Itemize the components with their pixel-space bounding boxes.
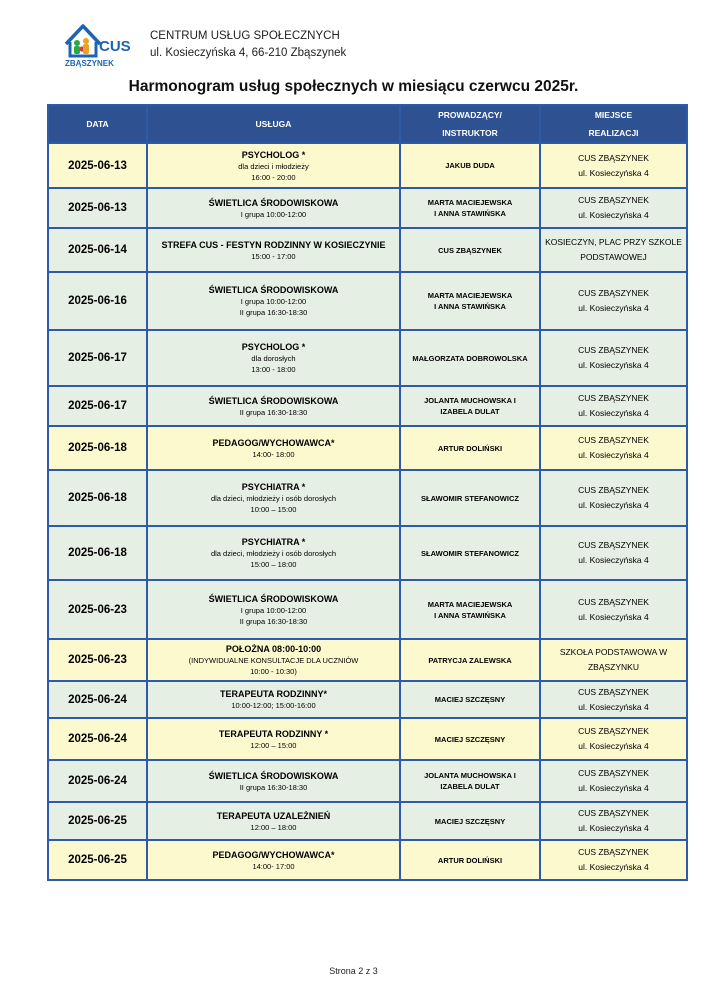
service-time: 15:00 – 18:00 (250, 560, 297, 569)
cell-service (147, 681, 400, 718)
page-title: Harmonogram usług społecznych w miesiącu czerwcu 2025r. (128, 78, 579, 95)
table-row (48, 470, 687, 526)
header-place-line2: REALIZACJI (588, 128, 639, 138)
service-title: PEDAGOG/WYCHOWAWCA* (212, 437, 335, 448)
cell-place (540, 681, 687, 718)
service-title: ŚWIETLICA ŚRODOWISKOWA (208, 395, 339, 406)
cell-date: 2025-06-13 (48, 188, 147, 228)
cell-instructor (400, 143, 540, 188)
logo-text: CUS (99, 38, 131, 55)
table-row (48, 143, 687, 188)
cell-place (540, 718, 687, 760)
service-detail: (INDYWIDUALNE KONSULTACJE DLA UCZNIÓW (188, 656, 359, 665)
document-header (62, 18, 662, 70)
service-time: 16:00 - 20:00 (251, 172, 296, 182)
cell-service (147, 272, 400, 330)
cell-service (147, 718, 400, 760)
cell-date: 2025-06-17 (48, 386, 147, 426)
place-line1: CUS ZBĄSZYNEK (578, 768, 649, 778)
cell-instructor (400, 718, 540, 760)
table-row (48, 681, 687, 718)
cell-instructor (400, 470, 540, 526)
cell-service (147, 760, 400, 802)
table-row (48, 426, 687, 470)
cell-place (540, 580, 687, 639)
place-line1: CUS ZBĄSZYNEK (578, 847, 649, 857)
cell-place (540, 272, 687, 330)
cell-place (540, 426, 687, 470)
cell-date: 2025-06-23 (48, 639, 147, 681)
table-body (48, 143, 687, 880)
cell-service (147, 386, 400, 426)
table-row (48, 639, 687, 681)
place-line1: CUS ZBĄSZYNEK (578, 808, 649, 818)
logo-subtext: ZBĄSZYNEK (65, 59, 114, 68)
place-line2: ul. Kosieczyńska 4 (578, 862, 649, 872)
service-detail: dla dzieci, młodzieży i osób dorosłych (210, 494, 337, 503)
place-line1: SZKOŁA PODSTAWOWA W (559, 647, 668, 657)
place-line2: ul. Kosieczyńska 4 (578, 360, 649, 370)
cell-service (147, 330, 400, 386)
cell-instructor (400, 526, 540, 580)
table-header-row (48, 105, 687, 143)
cell-service (147, 470, 400, 526)
table-row (48, 760, 687, 802)
place-line1: CUS ZBĄSZYNEK (578, 726, 649, 736)
instructor-line2: IZABELA DULAT (440, 407, 500, 416)
cell-service (147, 426, 400, 470)
page-number: Strona 2 z 3 (329, 966, 378, 976)
service-title: ŚWIETLICA ŚRODOWISKOWA (208, 593, 339, 604)
place-line1: CUS ZBĄSZYNEK (578, 540, 649, 550)
header-date: DATA (48, 105, 147, 143)
service-detail: II grupa 16:30-18:30 (239, 782, 308, 792)
header-instructor-line1: PROWADZĄCY/ (438, 110, 502, 120)
instructor-line1: MACIEJ SZCZĘSNY (434, 734, 506, 744)
cell-place (540, 470, 687, 526)
service-detail: 10:00-12:00; 15:00-16:00 (231, 701, 316, 710)
place-line1: CUS ZBĄSZYNEK (578, 596, 649, 607)
cell-place (540, 188, 687, 228)
cell-service (147, 802, 400, 840)
instructor-line1: MACIEJ SZCZĘSNY (434, 816, 506, 826)
instructor-line2: IZABELA DULAT (440, 782, 500, 791)
service-title: POŁOŻNA 08:00-10:00 (225, 644, 322, 654)
cell-service (147, 580, 400, 639)
service-title: ŚWIETLICA ŚRODOWISKOWA (208, 770, 339, 781)
cell-instructor (400, 580, 540, 639)
place-line2: ul. Kosieczyńska 4 (578, 408, 649, 418)
place-line2: ul. Kosieczyńska 4 (578, 303, 649, 313)
instructor-line1: CUS ZBĄSZYNEK (438, 245, 502, 255)
place-line2: ul. Kosieczyńska 4 (578, 783, 649, 793)
cell-date: 2025-06-18 (48, 470, 147, 526)
cell-instructor (400, 330, 540, 386)
cell-date: 2025-06-23 (48, 580, 147, 639)
cell-place (540, 143, 687, 188)
cell-instructor (400, 802, 540, 840)
organization-address: ul. Kosieczyńska 4, 66-210 Zbąszynek (150, 47, 347, 59)
place-line1: CUS ZBĄSZYNEK (578, 435, 649, 445)
place-line2: ul. Kosieczyńska 4 (578, 500, 649, 510)
place-line1: CUS ZBĄSZYNEK (578, 152, 649, 163)
cus-logo-icon (62, 18, 140, 68)
service-title: PSYCHOLOG * (241, 342, 306, 352)
cell-date: 2025-06-18 (48, 426, 147, 470)
header-instructor (400, 105, 540, 143)
place-line2: ul. Kosieczyńska 4 (578, 167, 649, 178)
place-line1: KOSIECZYN, PLAC PRZY SZKOLE (545, 237, 682, 247)
table-row (48, 802, 687, 840)
service-time: 10:00 – 15:00 (250, 505, 297, 514)
instructor-line1: JAKUB DUDA (445, 161, 495, 170)
header-place (540, 105, 687, 143)
place-line2: ul. Kosieczyńska 4 (578, 611, 649, 622)
instructor-line2: I ANNA STAWIŃSKA (434, 610, 506, 620)
cell-instructor (400, 272, 540, 330)
service-detail: I grupa 10:00-12:00 (240, 297, 307, 306)
service-title: TERAPEUTA RODZINNY* (219, 689, 327, 699)
table-row (48, 272, 687, 330)
cell-service (147, 840, 400, 880)
service-title: ŚWIETLICA ŚRODOWISKOWA (208, 197, 339, 208)
service-detail: 12:00 – 18:00 (250, 822, 297, 832)
service-time: 10:00 - 10:30) (250, 667, 297, 676)
instructor-line2: I ANNA STAWIŃSKA (434, 209, 506, 218)
place-line1: CUS ZBĄSZYNEK (578, 686, 649, 697)
cell-place (540, 228, 687, 272)
cell-place (540, 802, 687, 840)
service-detail: dla dorosłych (251, 354, 296, 363)
cell-service (147, 639, 400, 681)
table-row (48, 228, 687, 272)
service-detail: 14:00- 18:00 (252, 449, 295, 459)
table-row (48, 580, 687, 639)
table-row (48, 330, 687, 386)
service-time: 13:00 - 18:00 (251, 365, 296, 374)
table-row (48, 718, 687, 760)
cell-service (147, 143, 400, 188)
cell-instructor (400, 681, 540, 718)
instructor-line1: MARTA MACIEJEWSKA (427, 599, 513, 609)
cell-instructor (400, 840, 540, 880)
cell-service (147, 228, 400, 272)
cell-place (540, 330, 687, 386)
service-detail: dla dzieci, młodzieży i osób dorosłych (210, 549, 337, 558)
service-title: ŚWIETLICA ŚRODOWISKOWA (208, 285, 339, 295)
cell-instructor (400, 760, 540, 802)
cell-date: 2025-06-14 (48, 228, 147, 272)
service-detail: I grupa 10:00-12:00 (240, 209, 307, 219)
table-row (48, 526, 687, 580)
place-line2: ul. Kosieczyńska 4 (578, 701, 649, 712)
organization-info (150, 28, 346, 62)
cell-date: 2025-06-25 (48, 840, 147, 880)
place-line1: CUS ZBĄSZYNEK (578, 195, 649, 205)
instructor-line1: SŁAWOMIR STEFANOWICZ (421, 493, 519, 503)
place-line2: PODSTAWOWEJ (580, 252, 647, 262)
service-detail: 14:00- 17:00 (252, 861, 295, 871)
cell-place (540, 760, 687, 802)
cell-date: 2025-06-13 (48, 143, 147, 188)
cell-instructor (400, 188, 540, 228)
place-line1: CUS ZBĄSZYNEK (578, 345, 649, 355)
service-title: TERAPEUTA UZALEŻNIEŃ (216, 810, 331, 821)
instructor-line1: ARTUR DOLIŃSKI (437, 443, 503, 453)
cell-place (540, 526, 687, 580)
service-title: PSYCHIATRA * (241, 537, 306, 547)
place-line2: ul. Kosieczyńska 4 (578, 741, 649, 751)
place-line2: ZBĄSZYNKU (587, 662, 639, 672)
cell-service (147, 526, 400, 580)
service-detail: II grupa 16:30-18:30 (239, 407, 308, 417)
instructor-line1: MACIEJ SZCZĘSNY (434, 695, 506, 704)
instructor-line1: MAŁGORZATA DOBROWOLSKA (412, 353, 528, 363)
table-row (48, 188, 687, 228)
instructor-line1: JOLANTA MUCHOWSKA I (424, 771, 516, 780)
place-line1: CUS ZBĄSZYNEK (578, 485, 649, 495)
table-row (48, 386, 687, 426)
service-title: STREFA CUS - FESTYN RODZINNY W KOSIECZYNIE (161, 239, 386, 250)
place-line2: ul. Kosieczyńska 4 (578, 555, 649, 565)
cell-date: 2025-06-24 (48, 718, 147, 760)
service-title: PSYCHIATRA * (241, 482, 306, 492)
service-time: II grupa 16:30-18:30 (239, 308, 308, 317)
service-title: PSYCHOLOG * (241, 149, 306, 160)
service-title: TERAPEUTA RODZINNY * (218, 728, 329, 739)
instructor-line1: ARTUR DOLIŃSKI (437, 855, 503, 865)
cell-place (540, 386, 687, 426)
service-detail: 15:00 - 17:00 (251, 251, 296, 261)
place-line2: ul. Kosieczyńska 4 (578, 210, 649, 220)
cell-date: 2025-06-24 (48, 760, 147, 802)
cell-instructor (400, 228, 540, 272)
header-place-line1: MIEJSCE (594, 110, 633, 120)
instructor-line1: SŁAWOMIR STEFANOWICZ (421, 548, 519, 558)
schedule-table (47, 104, 688, 881)
cell-date: 2025-06-25 (48, 802, 147, 840)
instructor-line1: MARTA MACIEJEWSKA (427, 291, 513, 300)
cell-place (540, 840, 687, 880)
cell-date: 2025-06-16 (48, 272, 147, 330)
service-detail: dla dzieci i młodzieży (238, 161, 309, 171)
place-line2: ul. Kosieczyńska 4 (578, 823, 649, 833)
service-detail: I grupa 10:00-12:00 (240, 605, 307, 615)
cell-place (540, 639, 687, 681)
place-line1: CUS ZBĄSZYNEK (578, 288, 649, 298)
instructor-line2: I ANNA STAWIŃSKA (434, 302, 506, 311)
cell-service (147, 188, 400, 228)
place-line2: ul. Kosieczyńska 4 (578, 450, 649, 460)
header-instructor-line2: INSTRUKTOR (442, 128, 498, 138)
service-time: II grupa 16:30-18:30 (239, 616, 308, 626)
cell-instructor (400, 386, 540, 426)
instructor-line1: MARTA MACIEJEWSKA (427, 198, 513, 207)
service-title: PEDAGOG/WYCHOWAWCA* (212, 849, 335, 860)
cell-date: 2025-06-18 (48, 526, 147, 580)
organization-name: CENTRUM USŁUG SPOŁECZNYCH (150, 30, 340, 42)
cell-instructor (400, 639, 540, 681)
cell-date: 2025-06-17 (48, 330, 147, 386)
instructor-line1: JOLANTA MUCHOWSKA I (424, 396, 516, 405)
cell-date: 2025-06-24 (48, 681, 147, 718)
instructor-line1: PATRYCJA ZALEWSKA (428, 655, 512, 665)
place-line1: CUS ZBĄSZYNEK (578, 393, 649, 403)
service-detail: 12:00 – 15:00 (250, 740, 297, 750)
header-service: USŁUGA (147, 105, 400, 143)
cell-instructor (400, 426, 540, 470)
table-row (48, 840, 687, 880)
